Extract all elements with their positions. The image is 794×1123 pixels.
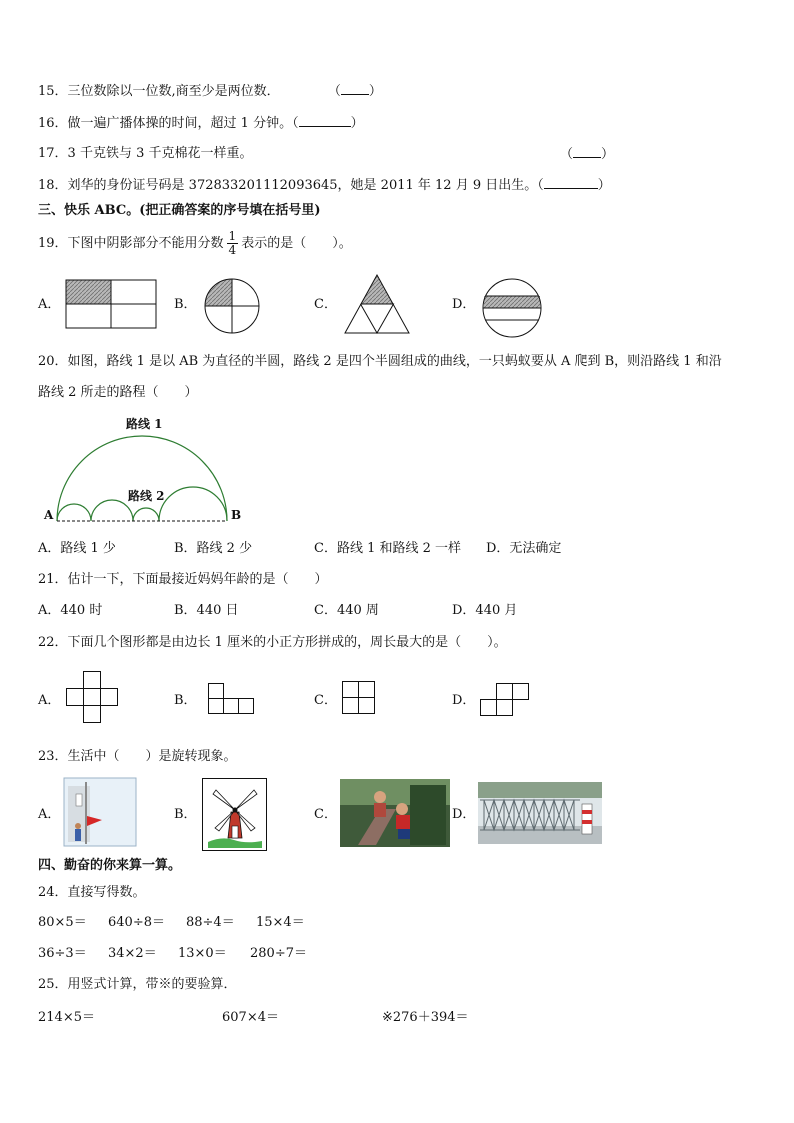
vertical-calc-item: 214×5＝	[38, 1010, 95, 1025]
q22-figure-d-steps	[480, 683, 534, 719]
q23-picture-c-slide	[340, 779, 452, 849]
q19-option-c[interactable]: C．	[314, 297, 337, 312]
calc-item: 15×4＝	[256, 915, 305, 930]
q21-option-a[interactable]: A．440 时	[38, 603, 103, 618]
q23-option-b[interactable]: B．	[174, 807, 197, 822]
question-18	[38, 176, 611, 195]
q19-figure-b-circle	[204, 278, 262, 336]
question-16	[38, 114, 364, 133]
question-17	[38, 145, 252, 163]
q23-picture-d-retractable-gate	[478, 782, 604, 846]
question-15-text: 15．三位数除以一位数,商至少是两位数．	[38, 84, 280, 99]
route-2-label: 路线 2	[128, 489, 165, 503]
q20-option-d[interactable]: D．无法确定	[486, 541, 562, 556]
calc-item: 36÷3＝	[38, 946, 87, 961]
point-b-label: B	[231, 508, 242, 522]
q19-option-d[interactable]: D．	[452, 297, 476, 312]
q20-option-b[interactable]: B．路线 2 少	[174, 541, 253, 556]
calc-item: 88÷4＝	[186, 915, 235, 930]
route-1-label: 路线 1	[126, 417, 163, 431]
calc-item: 34×2＝	[108, 946, 157, 961]
vertical-calc-item: 607×4＝	[222, 1010, 279, 1025]
q19-figure-d-circle-strips	[482, 278, 544, 340]
q19-option-a[interactable]: A．	[38, 297, 61, 312]
q20-route-figure	[40, 414, 250, 534]
vertical-calc-item: ※276＋394＝	[382, 1010, 469, 1025]
q23-picture-a-flag-raising	[64, 778, 138, 848]
answer-paren-18[interactable]: （ ）	[537, 178, 611, 193]
point-a-label: A	[44, 508, 54, 522]
question-22: 22．下面几个图形都是由边长 1 厘米的小正方形拼成的，周长最大的是（ ）。	[38, 635, 507, 650]
q22-option-b[interactable]: B．	[174, 693, 197, 708]
q20-option-a[interactable]: A．路线 1 少	[38, 541, 116, 556]
question-23: 23．生活中（ ）是旋转现象。	[38, 749, 237, 764]
q22-figure-a-cross	[66, 671, 120, 727]
calc-item: 640÷8＝	[108, 915, 165, 930]
q23-option-c[interactable]: C．	[314, 807, 337, 822]
answer-paren-17[interactable]: （ ）	[560, 147, 615, 162]
q22-option-a[interactable]: A．	[38, 693, 61, 708]
q19-figure-c-triangle	[344, 274, 412, 336]
q21-option-b[interactable]: B．440 日	[174, 603, 239, 618]
question-24: 24．直接写得数。	[38, 885, 146, 900]
calc-item: 80×5＝	[38, 915, 87, 930]
question-18-text: 18．刘华的身份证号码是 372833201112093645，她是 2011 年 12 月 9 日出生。	[38, 178, 538, 193]
section-4-title: 四、勤奋的你来算一算。	[38, 858, 182, 873]
question-19-text: 19．下图中阴影部分不能用分数	[38, 236, 224, 251]
q23-option-a[interactable]: A．	[38, 807, 61, 822]
q20-option-c[interactable]: C．路线 1 和路线 2 一样	[314, 541, 462, 556]
question-16-text: 16．做一遍广播体操的时间，超过 1 分钟。	[38, 116, 293, 131]
section-3-title: 三、快乐 ABC。(把正确答案的序号填在括号里)	[38, 203, 321, 218]
q19-figure-a-rectangle	[66, 280, 158, 330]
q19-option-b[interactable]: B．	[174, 297, 197, 312]
calc-item: 13×0＝	[178, 946, 227, 961]
question-17-text: 17．3 千克铁与 3 千克棉花一样重。	[38, 146, 253, 161]
q22-option-c[interactable]: C．	[314, 693, 337, 708]
question-15	[38, 82, 382, 101]
q22-option-d[interactable]: D．	[452, 693, 476, 708]
q23-picture-b-windmill	[202, 778, 268, 852]
question-21: 21．估计一下，下面最接近妈妈年龄的是（ ）	[38, 572, 328, 587]
question-20-line-1: 20．如图，路线 1 是以 AB 为直径的半圆，路线 2 是四个半圆组成的曲线，一只蚂蚁要从 A 爬到 B，则沿路线 1 和沿	[38, 354, 722, 369]
q22-figure-b-l-shape	[208, 683, 258, 717]
answer-paren-15[interactable]: （ ）	[327, 84, 382, 99]
q21-option-c[interactable]: C．440 周	[314, 603, 379, 618]
q22-figure-c-square	[342, 681, 378, 717]
question-20-line-2: 路线 2 所走的路程（ ）	[38, 385, 198, 400]
fraction-one-quarter: $\frac{1}{4}$	[228, 229, 237, 257]
question-25: 25．用竖式计算，带※的要验算．	[38, 977, 237, 992]
question-19: 19．下图中阴影部分不能用分数 $\frac{1}{4}$ 表示的是（ ）。	[38, 229, 352, 257]
answer-paren-16[interactable]: （ ）	[292, 116, 364, 131]
calc-item: 280÷7＝	[250, 946, 307, 961]
q23-option-d[interactable]: D．	[452, 807, 476, 822]
q21-option-d[interactable]: D．440 月	[452, 603, 518, 618]
